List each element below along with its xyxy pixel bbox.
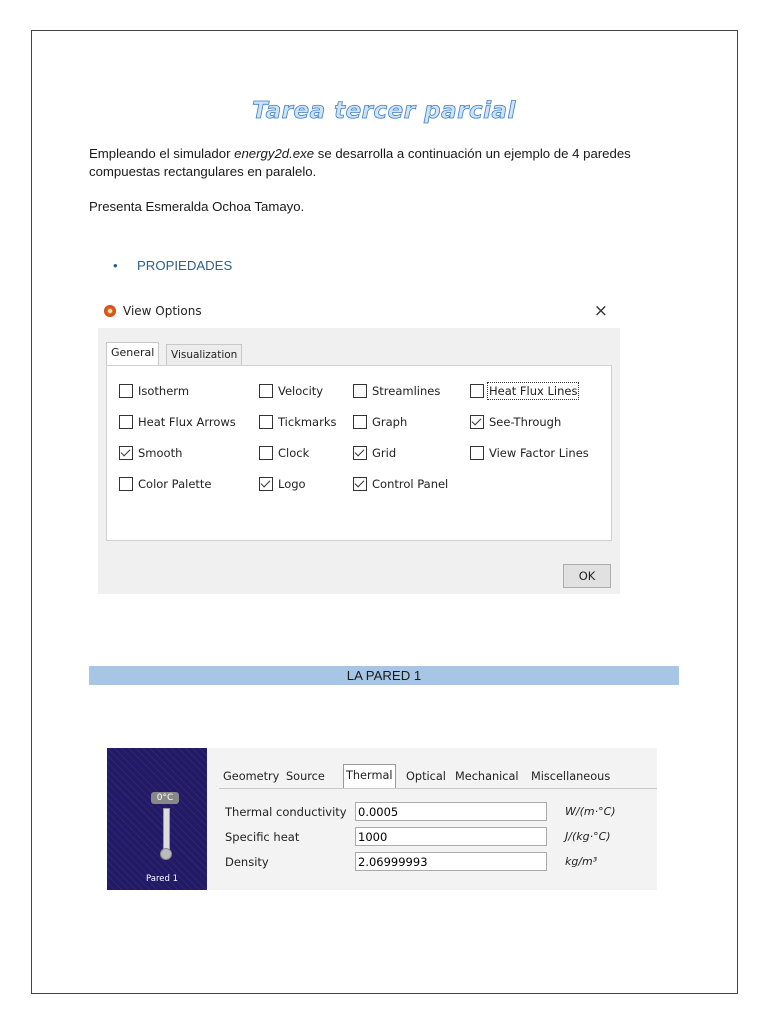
intro-paragraph: [89, 145, 679, 181]
checkbox-box: [119, 384, 133, 398]
specific-heat-input[interactable]: [355, 827, 547, 846]
section-heading: LA PARED 1: [89, 666, 679, 685]
temperature-label: 0°C: [151, 792, 179, 804]
checkbox-logo[interactable]: [259, 477, 306, 491]
properties-form: [207, 748, 657, 890]
checkbox-streamlines[interactable]: [353, 384, 440, 398]
properties-panel: [107, 748, 657, 890]
checkbox-clock[interactable]: [259, 446, 309, 460]
checkbox-grid[interactable]: [353, 446, 396, 460]
checkbox-box: [259, 415, 273, 429]
part-label: Pared 1: [146, 874, 178, 884]
simulator-name: energy2d.exe: [234, 146, 315, 161]
checkbox-label: Color Palette: [138, 477, 212, 491]
checkbox-label: Control Panel: [372, 477, 449, 491]
dialog-title: View Options: [123, 304, 202, 318]
tab-general[interactable]: General: [106, 342, 159, 365]
checkbox-label: See-Through: [489, 415, 562, 429]
checkbox-box: [470, 415, 484, 429]
document-title: Tarea tercer parcial: [252, 98, 516, 124]
checkbox-box: [259, 477, 273, 491]
tab-optical[interactable]: Optical: [406, 770, 446, 783]
bullet-symbol: •: [113, 258, 118, 273]
checkbox-box: [353, 477, 367, 491]
checkbox-heat-flux-arrows[interactable]: [119, 415, 236, 429]
intro-text-start: Empleando el simulador: [89, 146, 235, 161]
field-unit: W/(m·°C): [565, 805, 616, 818]
tab-visualization[interactable]: Visualization: [166, 344, 242, 365]
checkbox-box: [259, 384, 273, 398]
field-label: Specific heat: [225, 830, 300, 844]
checkbox-box: [470, 384, 484, 398]
thermometer-icon: [163, 808, 170, 850]
checkbox-label: Heat Flux Lines: [489, 384, 578, 398]
bullet-text: PROPIEDADES: [137, 258, 233, 273]
tab-geometry[interactable]: Geometry: [223, 770, 280, 783]
checkbox-box: [353, 415, 367, 429]
field-label: Thermal conductivity: [225, 805, 347, 819]
checkbox-heat-flux-lines[interactable]: [470, 384, 577, 398]
checkbox-label: Tickmarks: [278, 415, 337, 429]
app-logo-icon: [104, 305, 116, 317]
dialog-titlebar: [98, 298, 620, 328]
checkbox-box: [470, 446, 484, 460]
density-input[interactable]: [355, 852, 547, 871]
checkbox-label: Isotherm: [138, 384, 190, 398]
checkbox-box: [259, 446, 273, 460]
checkbox-label: Velocity: [278, 384, 324, 398]
view-options-dialog: [98, 298, 620, 594]
tab-mechanical[interactable]: Mechanical: [455, 770, 519, 783]
tab-thermal[interactable]: Thermal: [343, 764, 396, 789]
bullet-item: [113, 258, 232, 273]
checkbox-label: Grid: [372, 446, 397, 460]
checkbox-tickmarks[interactable]: [259, 415, 336, 429]
checkbox-control-panel[interactable]: [353, 477, 448, 491]
checkbox-label: Logo: [278, 477, 306, 491]
checkbox-velocity[interactable]: [259, 384, 323, 398]
checkbox-label: View Factor Lines: [489, 446, 589, 460]
close-icon[interactable]: ×: [593, 301, 608, 321]
tab-source[interactable]: Source: [286, 770, 325, 783]
field-label: Density: [225, 855, 269, 869]
tab-divider: [219, 788, 657, 789]
checkbox-label: Smooth: [138, 446, 183, 460]
checkbox-view-factor-lines[interactable]: [470, 446, 589, 460]
general-options-panel: [106, 365, 612, 541]
field-unit: kg/m³: [565, 855, 598, 868]
checkbox-smooth[interactable]: [119, 446, 182, 460]
intro-text-end: se desarrolla a continuación un ejemplo de 4 paredes compuestas rectangulares en paralelo.: [89, 146, 631, 179]
checkbox-see-through[interactable]: [470, 415, 561, 429]
checkbox-color-palette[interactable]: [119, 477, 212, 491]
checkbox-box: [353, 446, 367, 460]
checkbox-label: Graph: [372, 415, 408, 429]
checkbox-label: Heat Flux Arrows: [138, 415, 236, 429]
checkbox-box: [119, 477, 133, 491]
checkbox-label: Clock: [278, 446, 310, 460]
checkbox-box: [353, 384, 367, 398]
ok-button[interactable]: OK: [563, 564, 611, 588]
thermometer-bulb-icon: [160, 848, 172, 860]
checkbox-box: [119, 446, 133, 460]
checkbox-isotherm[interactable]: [119, 384, 189, 398]
thermal-conductivity-input[interactable]: [355, 802, 547, 821]
part-preview: [107, 748, 207, 890]
checkbox-box: [119, 415, 133, 429]
tab-miscellaneous[interactable]: Miscellaneous: [531, 770, 611, 783]
checkbox-graph[interactable]: [353, 415, 407, 429]
author-line: Presenta Esmeralda Ochoa Tamayo.: [89, 199, 305, 214]
checkbox-label: Streamlines: [372, 384, 441, 398]
field-unit: J/(kg·°C): [565, 830, 611, 843]
